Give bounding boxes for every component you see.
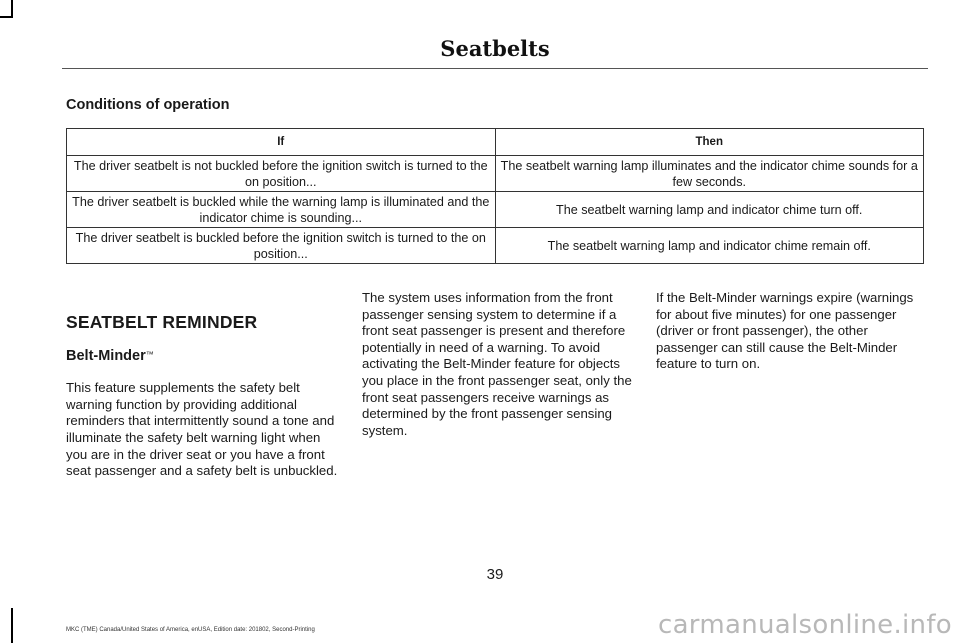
table-row [67,156,924,192]
table-row [67,192,924,228]
crop-mark-top-left-horizontal [0,16,13,18]
table-row [67,228,924,264]
header-divider [62,68,928,69]
section-heading-seatbelt-reminder: SEATBELT REMINDER [66,312,258,332]
if-cell: The driver seatbelt is buckled before the ignition switch is turned to the on position... [67,228,496,264]
paragraph-warnings-expire: If the Belt-Minder warnings expire (warnings for about five minutes) for one passenger (driver or front passenger), the other passenger can still cause the Belt-Minder feature to turn on. [656,290,914,372]
paragraph-feature-description: This feature supplements the safety belt warning function by providing additional reminders that intermittently sound a tone and illuminate the safety belt warning light when you are in the driver seat or you have a front seat passenger and a safety belt is unbuckled. [66,380,338,479]
trademark-symbol: ™ [145,349,154,359]
conditions-heading: Conditions of operation [66,97,230,113]
then-cell: The seatbelt warning lamp and indicator chime remain off. [495,228,924,264]
crop-mark-bottom-left-vertical [11,608,13,643]
text-column-middle [362,290,634,439]
footer-edition-text: MKC (TME) Canada/United States of America, enUSA, Edition date: 201802, Second-Printing [66,627,315,633]
subheading-text: Belt-Minder [66,347,146,364]
text-column-right [656,290,928,373]
then-cell: The seatbelt warning lamp and indicator chime turn off. [495,192,924,228]
subheading-belt-minder [66,348,342,365]
paragraph-sensing-system: The system uses information from the front passenger sensing system to determine if a front seat passenger is present and therefore potentially in need of a warning. To avoid activating the Belt-Minder feature for objects you place in the front passenger seat, only the front seat passengers receive warnings as determined by the front passenger sensing system. [362,290,632,438]
if-cell: The driver seatbelt is buckled while the warning lamp is illuminated and the indicator chime is sounding... [67,192,496,228]
page-title: Seatbelts [440,36,550,61]
text-column-left [66,296,342,480]
if-cell: The driver seatbelt is not buckled before the ignition switch is turned to the on position... [67,156,496,192]
table-header-row [67,129,924,156]
column-header-if: If [67,129,496,156]
page-number: 39 [486,566,504,583]
then-cell: The seatbelt warning lamp illuminates and the indicator chime sounds for a few seconds. [495,156,924,192]
column-header-then: Then [495,129,924,156]
conditions-table [66,128,924,264]
watermark: carmanualsonline.info [657,610,952,640]
